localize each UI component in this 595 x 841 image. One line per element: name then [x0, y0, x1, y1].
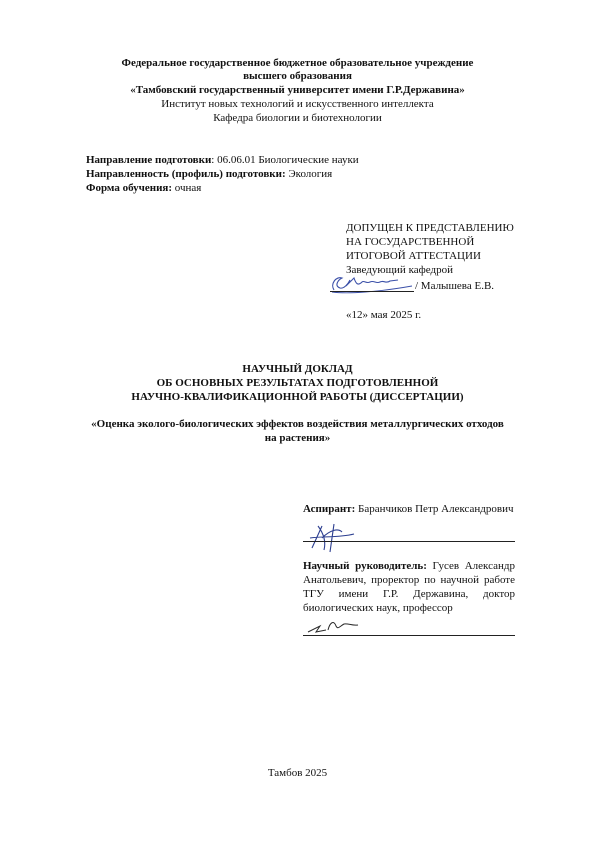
aspirant-label: Аспирант:	[303, 503, 356, 515]
department-name: Кафедра биологии и биотехнологии	[213, 112, 382, 124]
study-form-field	[86, 182, 201, 196]
document-title-line2: ОБ ОСНОВНЫХ РЕЗУЛЬТАТАХ ПОДГОТОВЛЕННОЙ	[156, 377, 439, 389]
approval-line3: ИТОГОВОЙ АТТЕСТАЦИИ	[346, 250, 481, 262]
supervisor-university: ТГУ имени Г.Р. Державина, доктор	[303, 588, 515, 600]
supervisor-name: Гусев Александр	[426, 560, 515, 572]
document-title: НАУЧНЫЙ ДОКЛАД	[242, 363, 353, 375]
supervisor-label: Научный руководитель:	[303, 560, 427, 572]
university-name: «Тамбовский государственный университет имени Г.Р.Державина»	[130, 84, 465, 96]
profile-field	[86, 168, 332, 182]
institution-name: Федеральное государственное бюджетное образовательное учреждение	[121, 57, 474, 69]
head-of-department-label: Заведующий кафедрой	[346, 264, 453, 276]
study-form-label: Форма обучения:	[86, 182, 173, 194]
supervisor-signature	[306, 616, 366, 636]
supervisor-signature-line	[303, 635, 515, 636]
aspirant-name: Баранчиков Петр Александрович	[355, 503, 514, 515]
document-title-line3: НАУЧНО-КВАЛИФИКАЦИОННОЙ РАБОТЫ (ДИССЕРТАЦИИ)	[131, 391, 464, 403]
head-of-department-name: / Малышева Е.В.	[415, 280, 495, 292]
aspirant-signature-line	[303, 541, 515, 542]
topic-title: «Оценка эколого-биологических эффектов воздействия металлургических отходов	[91, 418, 504, 430]
approval-date: «12» мая 2025 г.	[346, 309, 422, 321]
head-signature	[328, 272, 418, 296]
place-and-year: Тамбов 2025	[267, 767, 328, 779]
supervisor-position: Анатольевич, проректор по научной работе	[303, 574, 515, 586]
direction-field	[86, 154, 359, 168]
aspirant-field	[303, 503, 514, 517]
profile-value: Экология	[285, 168, 333, 180]
study-form-value: очная	[172, 182, 202, 194]
supervisor-field	[303, 560, 515, 574]
approval-line1: ДОПУЩЕН К ПРЕДСТАВЛЕНИЮ	[346, 222, 514, 234]
profile-label: Направленность (профиль) подготовки:	[86, 168, 286, 180]
direction-value: : 06.06.01 Биологические науки	[211, 154, 359, 166]
institute-name: Институт новых технологий и искусственного интеллекта	[161, 98, 434, 110]
head-signature-line	[330, 291, 414, 292]
supervisor-degree: биологических наук, профессор	[303, 602, 453, 614]
direction-label: Направление подготовки	[86, 154, 212, 166]
topic-title-line2: на растения»	[264, 432, 331, 444]
aspirant-signature	[308, 520, 356, 554]
institution-name-line2: высшего образования	[243, 70, 352, 82]
approval-line2: НА ГОСУДАРСТВЕННОЙ	[346, 236, 475, 248]
